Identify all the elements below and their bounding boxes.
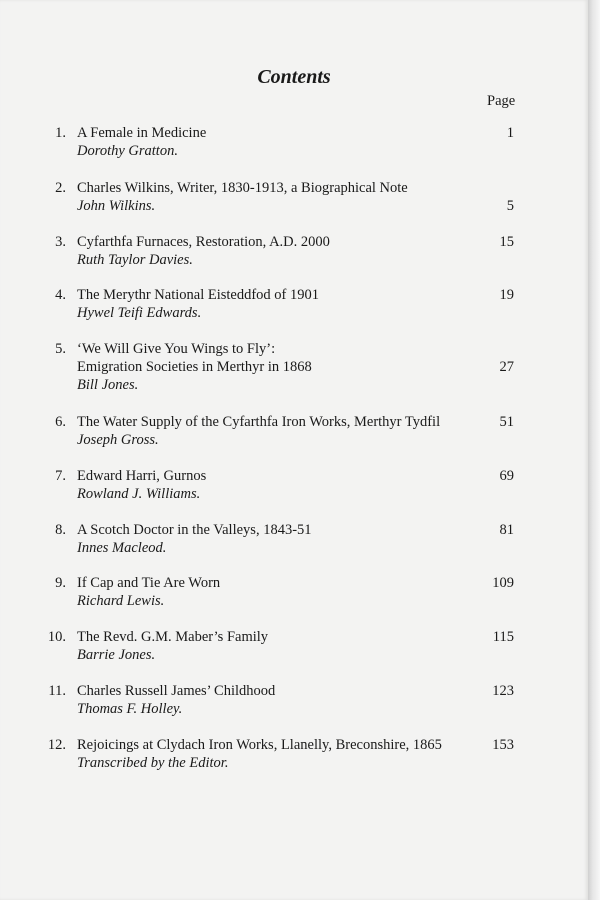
entry-title: The Revd. G.M. Maber’s Family [77,629,269,645]
entry-page: 81 [499,522,514,538]
entry-title: ‘We Will Give You Wings to Fly’: [77,341,276,357]
entry-page: 15 [499,234,514,250]
entry-title-line-2: Emigration Societies in Merthyr in 1868 [77,359,312,375]
entry-author: Joseph Gross. [77,432,159,448]
entry-body [77,286,477,322]
entry-page: 1 [506,125,514,141]
entry-title: Charles Russell James’ Childhood [77,683,276,699]
entry-body [77,682,477,718]
entry-number: 9. [55,575,66,591]
entry-title: The Merythr National Eisteddfod of 1901 [77,287,320,303]
entry-author: Richard Lewis. [77,593,165,609]
entry-author: Barrie Jones. [77,647,156,663]
entry-number: 1. [55,125,66,141]
entry-number: 8. [55,522,66,538]
entry-page: 123 [492,683,514,699]
entry-body [77,736,477,772]
entry-page: 5 [506,198,514,214]
entry-body [77,233,477,269]
entry-title: Rejoicings at Clydach Iron Works, Llanelly, Breconshire, 1865 [77,737,442,753]
entry-body [77,628,477,664]
entry-page: 19 [499,287,514,303]
entry-page: 109 [492,575,514,591]
entry-page: 115 [492,629,514,645]
entry-page: 51 [499,414,514,430]
entry-body [77,574,477,610]
entry-author: John Wilkins. [77,198,156,214]
page-edge [588,0,600,900]
entry-title: The Water Supply of the Cyfarthfa Iron Works, Merthyr Tydfil [77,414,441,430]
entry-author: Transcribed by the Editor. [77,755,229,771]
entry-body [77,413,477,449]
entry-body [77,340,477,394]
entry-title: A Scotch Doctor in the Valleys, 1843-51 [77,522,312,538]
entry-number: 3. [55,234,66,250]
entry-number: 7. [55,468,66,484]
entry-title: A Female in Medicine [77,125,207,141]
entry-author: Rowland J. Williams. [77,486,201,502]
entry-author: Bill Jones. [77,377,139,393]
entry-page: 69 [499,468,514,484]
entry-number: 5. [55,341,66,357]
entry-title: Edward Harri, Gurnos [77,468,207,484]
entry-author: Thomas F. Holley. [77,701,183,717]
entry-number: 2. [55,180,66,196]
entry-number: 4. [55,287,66,303]
entry-number: 12. [47,737,66,753]
entry-title: Charles Wilkins, Writer, 1830-1913, a Biographical Note [77,180,408,196]
contents-title: Contents [257,66,331,88]
entry-body [77,124,477,160]
entry-body [77,521,477,557]
entry-page: 153 [492,737,514,753]
entry-body [77,467,477,503]
entry-author: Innes Macleod. [77,540,167,556]
entry-number: 11. [48,683,66,699]
page-column-header: Page [487,93,516,109]
entry-body [77,179,477,215]
entry-number: 6. [55,414,66,430]
entry-author: Ruth Taylor Davies. [77,252,193,268]
entry-page: 27 [499,359,514,375]
entry-number: 10. [47,629,66,645]
entry-author: Dorothy Gratton. [77,143,178,159]
entry-title: If Cap and Tie Are Worn [77,575,221,591]
entry-title: Cyfarthfa Furnaces, Restoration, A.D. 2000 [77,234,330,250]
entry-author: Hywel Teifi Edwards. [77,305,202,321]
